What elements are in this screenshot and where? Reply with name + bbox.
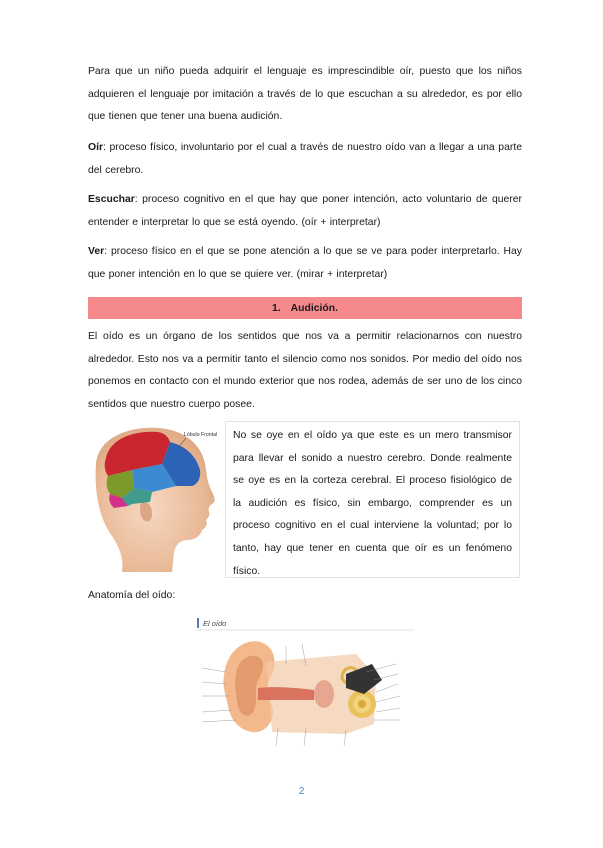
section-heading <box>88 297 522 319</box>
definition-escuchar <box>88 189 522 234</box>
definition-ver <box>88 241 522 286</box>
section-number: 1. <box>271 302 281 314</box>
section-paragraph: El oído es un órgano de los sentidos que nos va a permitir relacionarnos con nuestro alrededor. Esto nos va a permitir tanto el silencio como nos sonidos. Por medio del oído nos ponemos en contacto con el mundo exterior que nos rodea, además de ser uno de los cinco sentidos que nuestro cuerpo posee. <box>88 331 522 410</box>
ear-figure-title: El oído <box>203 619 227 628</box>
definition-ver-text: : proceso físico en el que se pone atención a lo que se ve para poder interpretarlo. Hay que poner intención en lo que se quiere ver. (mirar + interpretar) <box>88 246 522 280</box>
text-box-paragraph: No se oye en el oído ya que este es un mero transmisor para llevar el sonido a nuestro cerebro. Donde realmente se oye es en la corteza cerebral. El proceso fisiológico de la audición es físico, sin embargo, comprender es un proceso cognitivo en el cual interviene la voluntad; por lo tanto, hay que tener en cuenta que oír es un fenómeno físico. <box>233 430 512 577</box>
term-ver: Ver <box>88 246 105 257</box>
definition-oir-text: : proceso físico, involuntario por el cual a través de nuestro oído van a llegar a una parte del cerebro. <box>88 142 522 176</box>
page-number: 2 <box>298 786 305 797</box>
anatomy-label: Anatomía del oído: <box>88 590 176 601</box>
intro-paragraph: Para que un niño pueda adquirir el lenguaje es imprescindible oír, puesto que los niños adquieren el lenguaje por imitación a través de lo que escuchan a su alrededor, es por ello que tienen que tener una buena audición. <box>88 66 522 123</box>
term-escuchar: Escuchar <box>88 194 135 205</box>
definition-oir <box>88 137 522 182</box>
ear-anatomy-illustration <box>196 616 414 756</box>
term-oir: Oír <box>88 142 104 153</box>
frontal-lobe-label: Lóbulo Frontal <box>184 432 218 438</box>
text-box <box>225 421 520 578</box>
brain-head-illustration <box>88 424 222 574</box>
definition-escuchar-text: : proceso cognitivo en el que hay que poner intención, acto voluntario de querer entender e interpretar lo que se está oyendo. (oír + interpretar) <box>88 194 522 228</box>
section-title: Audición. <box>290 302 338 314</box>
